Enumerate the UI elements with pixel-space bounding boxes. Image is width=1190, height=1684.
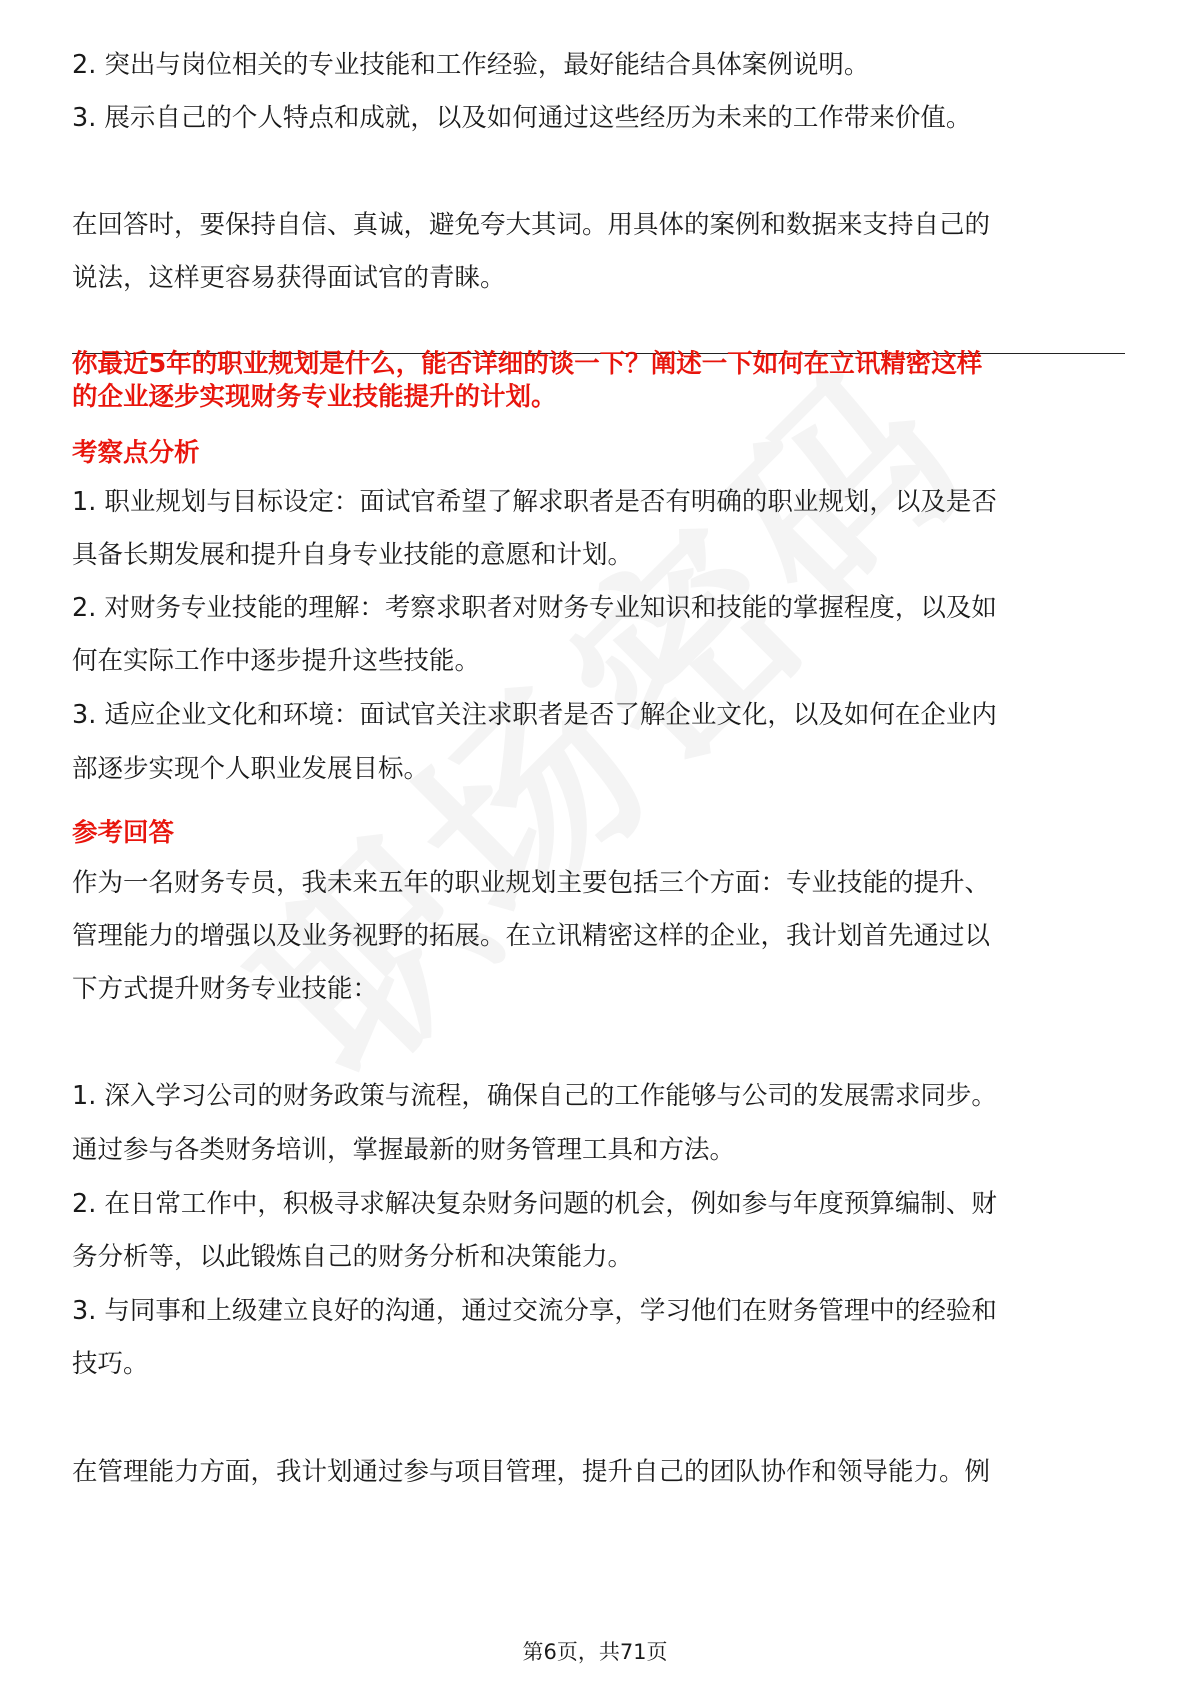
analysis-line: 何在实际工作中逐步提升这些技能。 <box>72 646 481 676</box>
answer-list-line: 3. 与同事和上级建立良好的沟通，通过交流分享，学习他们在财务管理中的经验和 <box>72 1296 997 1326</box>
answer-intro-line: 下方式提升财务专业技能： <box>72 974 379 1004</box>
page-number: 第6页，共71页 <box>522 1640 668 1664</box>
question-line: 你最近5年的职业规划是什么，能否详细的谈一下？阐述一下如何在立讯精密这样 <box>72 349 983 379</box>
prev-list-item: 2. 突出与岗位相关的专业技能和工作经验，最好能结合具体案例说明。 <box>72 50 870 80</box>
answer-list-line: 技巧。 <box>72 1349 149 1379</box>
analysis-line: 具备长期发展和提升自身专业技能的意愿和计划。 <box>72 540 634 570</box>
prev-paragraph-line: 在回答时，要保持自信、真诚，避免夸大其词。用具体的案例和数据来支持自己的 <box>72 210 991 240</box>
question-line: 的企业逐步实现财务专业技能提升的计划。 <box>72 382 557 412</box>
answer-tail-line: 在管理能力方面，我计划通过参与项目管理，提升自己的团队协作和领导能力。例 <box>72 1457 991 1487</box>
analysis-line: 1. 职业规划与目标设定：面试官希望了解求职者是否有明确的职业规划，以及是否 <box>72 487 997 517</box>
answer-heading: 参考回答 <box>72 818 175 848</box>
prev-list-item: 3. 展示自己的个人特点和成就，以及如何通过这些经历为未来的工作带来价值。 <box>72 103 972 133</box>
analysis-line: 2. 对财务专业技能的理解：考察求职者对财务专业知识和技能的掌握程度，以及如 <box>72 593 997 623</box>
prev-paragraph-line: 说法，这样更容易获得面试官的青睐。 <box>72 263 506 293</box>
analysis-line: 部逐步实现个人职业发展目标。 <box>72 754 430 784</box>
analysis-line: 3. 适应企业文化和环境：面试官关注求职者是否了解企业文化，以及如何在企业内 <box>72 700 997 730</box>
answer-list-line: 通过参与各类财务培训，掌握最新的财务管理工具和方法。 <box>72 1135 736 1165</box>
analysis-heading: 考察点分析 <box>72 438 200 468</box>
answer-intro-line: 管理能力的增强以及业务视野的拓展。在立讯精密这样的企业，我计划首先通过以 <box>72 921 991 951</box>
answer-list-line: 2. 在日常工作中，积极寻求解决复杂财务问题的机会，例如参与年度预算编制、财 <box>72 1189 997 1219</box>
answer-list-line: 务分析等，以此锻炼自己的财务分析和决策能力。 <box>72 1242 634 1272</box>
answer-intro-line: 作为一名财务专员，我未来五年的职业规划主要包括三个方面：专业技能的提升、 <box>72 868 991 898</box>
answer-list-line: 1. 深入学习公司的财务政策与流程，确保自己的工作能够与公司的发展需求同步。 <box>72 1081 997 1111</box>
